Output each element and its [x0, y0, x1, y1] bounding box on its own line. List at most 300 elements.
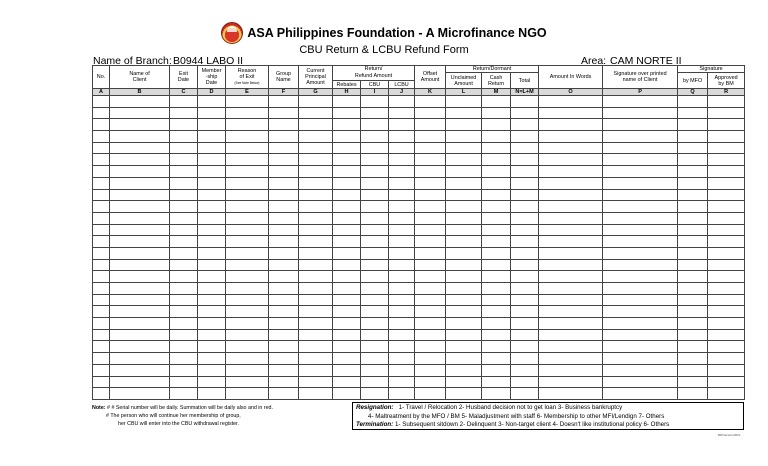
- table-cell[interactable]: [708, 318, 745, 330]
- table-cell[interactable]: [511, 247, 539, 259]
- table-cell[interactable]: [269, 318, 299, 330]
- table-cell[interactable]: [511, 329, 539, 341]
- table-cell[interactable]: [678, 271, 708, 283]
- table-cell[interactable]: [110, 341, 170, 353]
- table-cell[interactable]: [511, 376, 539, 388]
- table-cell[interactable]: [110, 96, 170, 108]
- table-cell[interactable]: [446, 329, 482, 341]
- table-cell[interactable]: [678, 154, 708, 166]
- table-cell[interactable]: [446, 119, 482, 131]
- table-cell[interactable]: [678, 364, 708, 376]
- table-cell[interactable]: [389, 142, 415, 154]
- table-cell[interactable]: [389, 212, 415, 224]
- table-cell[interactable]: [389, 306, 415, 318]
- table-cell[interactable]: [539, 318, 603, 330]
- table-cell[interactable]: [603, 388, 678, 400]
- table-cell[interactable]: [708, 236, 745, 248]
- table-cell[interactable]: [361, 119, 389, 131]
- table-cell[interactable]: [333, 259, 361, 271]
- table-cell[interactable]: [198, 201, 226, 213]
- table-cell[interactable]: [603, 329, 678, 341]
- table-cell[interactable]: [482, 131, 511, 143]
- table-cell[interactable]: [198, 271, 226, 283]
- table-cell[interactable]: [110, 142, 170, 154]
- table-cell[interactable]: [226, 154, 269, 166]
- table-cell[interactable]: [389, 329, 415, 341]
- table-cell[interactable]: [708, 376, 745, 388]
- table-cell[interactable]: [361, 236, 389, 248]
- table-cell[interactable]: [511, 96, 539, 108]
- table-cell[interactable]: [446, 224, 482, 236]
- table-cell[interactable]: [482, 142, 511, 154]
- table-cell[interactable]: [415, 154, 446, 166]
- table-cell[interactable]: [482, 294, 511, 306]
- table-cell[interactable]: [269, 294, 299, 306]
- table-cell[interactable]: [603, 224, 678, 236]
- table-cell[interactable]: [333, 294, 361, 306]
- table-cell[interactable]: [389, 247, 415, 259]
- table-cell[interactable]: [678, 96, 708, 108]
- table-cell[interactable]: [93, 294, 110, 306]
- table-cell[interactable]: [415, 247, 446, 259]
- table-cell[interactable]: [333, 329, 361, 341]
- table-cell[interactable]: [511, 236, 539, 248]
- table-cell[interactable]: [93, 353, 110, 365]
- table-cell[interactable]: [361, 306, 389, 318]
- table-cell[interactable]: [446, 283, 482, 295]
- table-cell[interactable]: [361, 107, 389, 119]
- table-cell[interactable]: [299, 154, 333, 166]
- table-cell[interactable]: [170, 177, 198, 189]
- table-cell[interactable]: [603, 364, 678, 376]
- table-cell[interactable]: [170, 131, 198, 143]
- table-cell[interactable]: [446, 271, 482, 283]
- table-cell[interactable]: [170, 224, 198, 236]
- table-cell[interactable]: [511, 283, 539, 295]
- table-cell[interactable]: [603, 236, 678, 248]
- table-cell[interactable]: [226, 376, 269, 388]
- table-cell[interactable]: [389, 154, 415, 166]
- table-cell[interactable]: [93, 259, 110, 271]
- table-cell[interactable]: [269, 154, 299, 166]
- table-cell[interactable]: [678, 107, 708, 119]
- table-cell[interactable]: [170, 388, 198, 400]
- table-cell[interactable]: [708, 131, 745, 143]
- table-cell[interactable]: [299, 177, 333, 189]
- table-cell[interactable]: [226, 318, 269, 330]
- table-cell[interactable]: [511, 353, 539, 365]
- table-cell[interactable]: [361, 142, 389, 154]
- table-cell[interactable]: [361, 364, 389, 376]
- table-cell[interactable]: [333, 364, 361, 376]
- table-cell[interactable]: [511, 131, 539, 143]
- table-cell[interactable]: [539, 294, 603, 306]
- table-cell[interactable]: [539, 271, 603, 283]
- table-cell[interactable]: [226, 329, 269, 341]
- table-cell[interactable]: [482, 318, 511, 330]
- table-cell[interactable]: [226, 166, 269, 178]
- table-cell[interactable]: [539, 306, 603, 318]
- table-cell[interactable]: [333, 201, 361, 213]
- table-cell[interactable]: [482, 177, 511, 189]
- table-cell[interactable]: [482, 107, 511, 119]
- table-cell[interactable]: [415, 271, 446, 283]
- table-cell[interactable]: [198, 154, 226, 166]
- table-cell[interactable]: [415, 166, 446, 178]
- table-cell[interactable]: [678, 329, 708, 341]
- table-cell[interactable]: [93, 224, 110, 236]
- table-cell[interactable]: [539, 329, 603, 341]
- table-cell[interactable]: [333, 341, 361, 353]
- table-cell[interactable]: [389, 376, 415, 388]
- table-cell[interactable]: [170, 247, 198, 259]
- table-cell[interactable]: [415, 259, 446, 271]
- table-cell[interactable]: [415, 306, 446, 318]
- table-cell[interactable]: [110, 107, 170, 119]
- table-cell[interactable]: [678, 353, 708, 365]
- table-cell[interactable]: [603, 294, 678, 306]
- table-cell[interactable]: [446, 376, 482, 388]
- table-cell[interactable]: [93, 364, 110, 376]
- table-cell[interactable]: [415, 364, 446, 376]
- table-cell[interactable]: [446, 364, 482, 376]
- table-cell[interactable]: [361, 353, 389, 365]
- table-cell[interactable]: [511, 259, 539, 271]
- table-cell[interactable]: [93, 318, 110, 330]
- table-cell[interactable]: [446, 212, 482, 224]
- table-cell[interactable]: [269, 388, 299, 400]
- table-cell[interactable]: [299, 236, 333, 248]
- table-cell[interactable]: [333, 131, 361, 143]
- table-cell[interactable]: [361, 131, 389, 143]
- table-cell[interactable]: [678, 341, 708, 353]
- table-cell[interactable]: [511, 224, 539, 236]
- table-cell[interactable]: [269, 283, 299, 295]
- table-cell[interactable]: [269, 271, 299, 283]
- table-cell[interactable]: [708, 283, 745, 295]
- table-cell[interactable]: [198, 142, 226, 154]
- table-cell[interactable]: [539, 96, 603, 108]
- table-cell[interactable]: [678, 376, 708, 388]
- table-cell[interactable]: [415, 96, 446, 108]
- table-cell[interactable]: [708, 154, 745, 166]
- table-cell[interactable]: [361, 271, 389, 283]
- table-cell[interactable]: [415, 142, 446, 154]
- table-cell[interactable]: [678, 142, 708, 154]
- table-cell[interactable]: [511, 388, 539, 400]
- table-cell[interactable]: [446, 247, 482, 259]
- table-cell[interactable]: [482, 236, 511, 248]
- table-cell[interactable]: [269, 177, 299, 189]
- table-cell[interactable]: [198, 341, 226, 353]
- table-cell[interactable]: [198, 236, 226, 248]
- table-cell[interactable]: [110, 318, 170, 330]
- table-cell[interactable]: [333, 224, 361, 236]
- table-cell[interactable]: [110, 224, 170, 236]
- table-cell[interactable]: [482, 166, 511, 178]
- table-cell[interactable]: [299, 247, 333, 259]
- table-cell[interactable]: [170, 166, 198, 178]
- table-cell[interactable]: [198, 119, 226, 131]
- table-cell[interactable]: [446, 341, 482, 353]
- table-cell[interactable]: [708, 329, 745, 341]
- table-cell[interactable]: [299, 142, 333, 154]
- table-cell[interactable]: [678, 212, 708, 224]
- table-cell[interactable]: [226, 236, 269, 248]
- table-cell[interactable]: [226, 271, 269, 283]
- table-cell[interactable]: [299, 353, 333, 365]
- table-cell[interactable]: [333, 306, 361, 318]
- table-cell[interactable]: [603, 96, 678, 108]
- table-cell[interactable]: [678, 224, 708, 236]
- table-cell[interactable]: [170, 353, 198, 365]
- table-cell[interactable]: [446, 189, 482, 201]
- table-cell[interactable]: [708, 259, 745, 271]
- table-cell[interactable]: [511, 166, 539, 178]
- table-cell[interactable]: [226, 364, 269, 376]
- table-cell[interactable]: [678, 201, 708, 213]
- table-cell[interactable]: [482, 283, 511, 295]
- table-cell[interactable]: [299, 166, 333, 178]
- table-cell[interactable]: [603, 212, 678, 224]
- table-cell[interactable]: [110, 376, 170, 388]
- table-cell[interactable]: [333, 283, 361, 295]
- table-cell[interactable]: [361, 224, 389, 236]
- table-cell[interactable]: [539, 236, 603, 248]
- table-cell[interactable]: [511, 154, 539, 166]
- table-cell[interactable]: [226, 283, 269, 295]
- table-cell[interactable]: [269, 247, 299, 259]
- table-cell[interactable]: [361, 259, 389, 271]
- table-cell[interactable]: [511, 189, 539, 201]
- table-cell[interactable]: [170, 364, 198, 376]
- table-cell[interactable]: [93, 201, 110, 213]
- table-cell[interactable]: [170, 107, 198, 119]
- table-cell[interactable]: [299, 212, 333, 224]
- table-cell[interactable]: [361, 212, 389, 224]
- table-cell[interactable]: [678, 388, 708, 400]
- table-cell[interactable]: [226, 341, 269, 353]
- table-cell[interactable]: [603, 376, 678, 388]
- table-cell[interactable]: [389, 131, 415, 143]
- table-cell[interactable]: [539, 224, 603, 236]
- table-cell[interactable]: [539, 119, 603, 131]
- table-cell[interactable]: [269, 96, 299, 108]
- table-cell[interactable]: [198, 224, 226, 236]
- table-cell[interactable]: [678, 306, 708, 318]
- table-cell[interactable]: [170, 154, 198, 166]
- table-cell[interactable]: [446, 131, 482, 143]
- table-cell[interactable]: [482, 259, 511, 271]
- table-cell[interactable]: [446, 388, 482, 400]
- table-cell[interactable]: [226, 107, 269, 119]
- table-cell[interactable]: [389, 177, 415, 189]
- table-cell[interactable]: [415, 201, 446, 213]
- table-cell[interactable]: [539, 142, 603, 154]
- table-cell[interactable]: [446, 154, 482, 166]
- table-cell[interactable]: [361, 341, 389, 353]
- table-cell[interactable]: [482, 376, 511, 388]
- table-cell[interactable]: [482, 189, 511, 201]
- table-cell[interactable]: [170, 283, 198, 295]
- table-cell[interactable]: [415, 329, 446, 341]
- table-cell[interactable]: [269, 212, 299, 224]
- table-cell[interactable]: [539, 247, 603, 259]
- table-cell[interactable]: [170, 96, 198, 108]
- table-cell[interactable]: [361, 283, 389, 295]
- table-cell[interactable]: [708, 341, 745, 353]
- table-cell[interactable]: [539, 154, 603, 166]
- table-cell[interactable]: [415, 224, 446, 236]
- table-cell[interactable]: [198, 353, 226, 365]
- table-cell[interactable]: [482, 329, 511, 341]
- table-cell[interactable]: [511, 306, 539, 318]
- table-cell[interactable]: [333, 189, 361, 201]
- table-cell[interactable]: [93, 119, 110, 131]
- table-cell[interactable]: [389, 224, 415, 236]
- table-cell[interactable]: [708, 364, 745, 376]
- table-cell[interactable]: [539, 201, 603, 213]
- table-cell[interactable]: [269, 259, 299, 271]
- table-cell[interactable]: [539, 364, 603, 376]
- table-cell[interactable]: [333, 388, 361, 400]
- table-cell[interactable]: [333, 142, 361, 154]
- table-cell[interactable]: [93, 388, 110, 400]
- table-cell[interactable]: [482, 119, 511, 131]
- table-cell[interactable]: [678, 318, 708, 330]
- table-cell[interactable]: [299, 189, 333, 201]
- table-cell[interactable]: [198, 247, 226, 259]
- table-cell[interactable]: [446, 96, 482, 108]
- table-cell[interactable]: [511, 107, 539, 119]
- table-cell[interactable]: [110, 259, 170, 271]
- table-cell[interactable]: [170, 259, 198, 271]
- table-cell[interactable]: [198, 189, 226, 201]
- table-cell[interactable]: [333, 376, 361, 388]
- table-cell[interactable]: [603, 201, 678, 213]
- table-cell[interactable]: [269, 107, 299, 119]
- table-cell[interactable]: [269, 376, 299, 388]
- table-cell[interactable]: [603, 189, 678, 201]
- table-cell[interactable]: [226, 212, 269, 224]
- table-cell[interactable]: [333, 212, 361, 224]
- table-cell[interactable]: [708, 294, 745, 306]
- table-cell[interactable]: [389, 294, 415, 306]
- table-cell[interactable]: [110, 364, 170, 376]
- table-cell[interactable]: [93, 306, 110, 318]
- table-cell[interactable]: [708, 212, 745, 224]
- table-cell[interactable]: [226, 189, 269, 201]
- table-cell[interactable]: [170, 271, 198, 283]
- table-cell[interactable]: [226, 224, 269, 236]
- table-cell[interactable]: [708, 189, 745, 201]
- table-cell[interactable]: [269, 166, 299, 178]
- table-cell[interactable]: [482, 201, 511, 213]
- table-cell[interactable]: [226, 177, 269, 189]
- table-cell[interactable]: [389, 271, 415, 283]
- table-cell[interactable]: [198, 166, 226, 178]
- table-cell[interactable]: [333, 119, 361, 131]
- table-cell[interactable]: [198, 107, 226, 119]
- table-cell[interactable]: [93, 341, 110, 353]
- table-cell[interactable]: [678, 189, 708, 201]
- table-cell[interactable]: [110, 306, 170, 318]
- table-cell[interactable]: [482, 212, 511, 224]
- table-cell[interactable]: [226, 388, 269, 400]
- table-cell[interactable]: [603, 154, 678, 166]
- table-cell[interactable]: [93, 142, 110, 154]
- table-cell[interactable]: [170, 306, 198, 318]
- table-cell[interactable]: [539, 177, 603, 189]
- table-cell[interactable]: [389, 364, 415, 376]
- table-cell[interactable]: [299, 119, 333, 131]
- table-cell[interactable]: [539, 376, 603, 388]
- table-cell[interactable]: [678, 283, 708, 295]
- table-cell[interactable]: [170, 236, 198, 248]
- table-cell[interactable]: [226, 119, 269, 131]
- table-cell[interactable]: [603, 341, 678, 353]
- table-cell[interactable]: [93, 189, 110, 201]
- table-cell[interactable]: [415, 353, 446, 365]
- table-cell[interactable]: [708, 107, 745, 119]
- table-cell[interactable]: [269, 236, 299, 248]
- table-cell[interactable]: [170, 318, 198, 330]
- table-cell[interactable]: [269, 224, 299, 236]
- table-cell[interactable]: [170, 142, 198, 154]
- table-cell[interactable]: [269, 306, 299, 318]
- table-cell[interactable]: [539, 341, 603, 353]
- table-cell[interactable]: [708, 224, 745, 236]
- table-cell[interactable]: [415, 119, 446, 131]
- table-cell[interactable]: [603, 259, 678, 271]
- table-cell[interactable]: [482, 353, 511, 365]
- table-cell[interactable]: [603, 247, 678, 259]
- table-cell[interactable]: [110, 201, 170, 213]
- table-cell[interactable]: [415, 177, 446, 189]
- table-cell[interactable]: [708, 271, 745, 283]
- table-cell[interactable]: [299, 364, 333, 376]
- table-cell[interactable]: [110, 388, 170, 400]
- table-cell[interactable]: [198, 364, 226, 376]
- table-cell[interactable]: [511, 364, 539, 376]
- table-cell[interactable]: [299, 376, 333, 388]
- table-cell[interactable]: [333, 154, 361, 166]
- table-cell[interactable]: [389, 259, 415, 271]
- table-cell[interactable]: [511, 318, 539, 330]
- table-cell[interactable]: [446, 318, 482, 330]
- table-cell[interactable]: [361, 154, 389, 166]
- table-cell[interactable]: [333, 177, 361, 189]
- table-cell[interactable]: [678, 247, 708, 259]
- table-cell[interactable]: [170, 329, 198, 341]
- table-cell[interactable]: [389, 189, 415, 201]
- table-cell[interactable]: [226, 259, 269, 271]
- table-cell[interactable]: [511, 177, 539, 189]
- table-cell[interactable]: [708, 119, 745, 131]
- table-cell[interactable]: [299, 201, 333, 213]
- table-cell[interactable]: [110, 119, 170, 131]
- table-cell[interactable]: [389, 318, 415, 330]
- table-cell[interactable]: [539, 107, 603, 119]
- table-cell[interactable]: [198, 96, 226, 108]
- table-cell[interactable]: [603, 283, 678, 295]
- table-cell[interactable]: [269, 201, 299, 213]
- table-cell[interactable]: [539, 259, 603, 271]
- table-cell[interactable]: [333, 353, 361, 365]
- table-cell[interactable]: [539, 131, 603, 143]
- table-cell[interactable]: [708, 96, 745, 108]
- table-cell[interactable]: [299, 283, 333, 295]
